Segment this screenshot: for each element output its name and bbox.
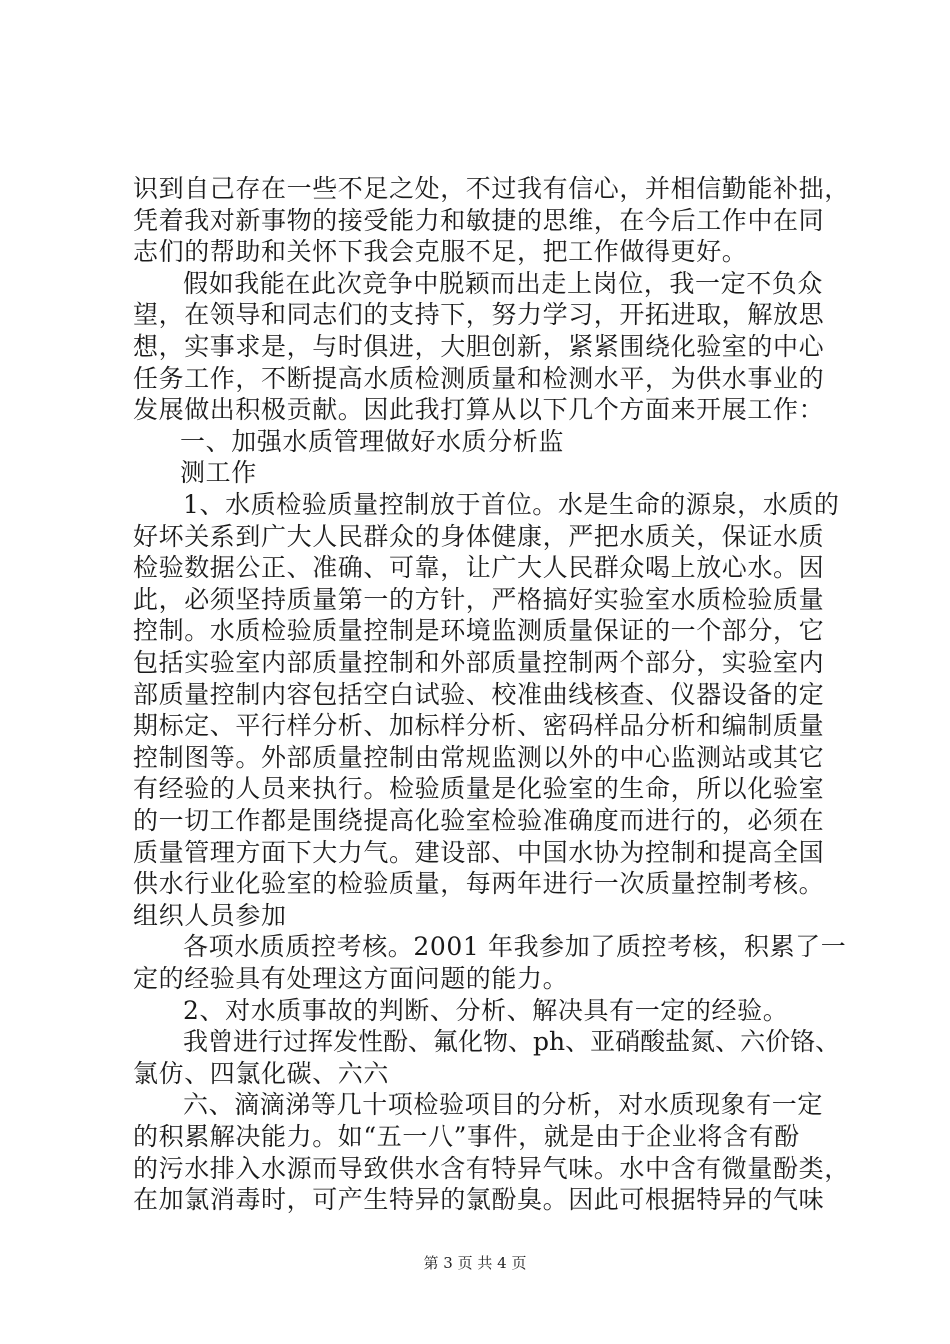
text-line: 的污水排入水源而导致供水含有特异气味。水中含有微量酚类， [133,1154,850,1183]
text-line: 控制。水质检验质量控制是环境监测质量保证的一个部分，它 [133,616,825,645]
text-line: 氯仿、四氯化碳、六六 [133,1059,390,1088]
text-line: 此，必须坚持质量第一的方针，严格搞好实验室水质检验质量 [133,585,825,614]
section-heading: 测工作 [180,458,257,487]
text-line: 的积累解决能力。如“五一八”事件，就是由于企业将含有酚 [133,1122,800,1151]
text-line: 的一切工作都是围绕提高化验室检验准确度而进行的，必须在 [133,806,825,835]
text-line: 识到自己存在一些不足之处，不过我有信心，并相信勤能补拙， [133,174,850,203]
text-line: 我曾进行过挥发性酚、氟化物、ph、亚硝酸盐氮、六价铬、 [183,1027,841,1056]
text-line: 期标定、平行样分析、加标样分析、密码样品分析和编制质量 [133,711,825,740]
text-line: 供水行业化验室的检验质量，每两年进行一次质量控制考核。 [133,869,825,898]
text-line: 部质量控制内容包括空白试验、校准曲线核查、仪器设备的定 [133,680,825,709]
text-line: 望，在领导和同志们的支持下，努力学习，开拓进取，解放思 [133,300,825,329]
text-line: 2、对水质事故的判断、分析、解决具有一定的经验。 [183,996,789,1025]
text-line: 组织人员参加 [133,901,287,930]
text-line: 任务工作，不断提高水质检测质量和检测水平，为供水事业的 [133,364,825,393]
text-line: 想，实事求是，与时俱进，大胆创新，紧紧围绕化验室的中心 [133,332,825,361]
text-line: 各项水质质控考核。2001 年我参加了质控考核，积累了一 [183,932,847,961]
text-line: 好坏关系到广大人民群众的身体健康，严把水质关，保证水质 [133,522,825,551]
text-line: 定的经验具有处理这方面问题的能力。 [133,964,569,993]
text-line: 质量管理方面下大力气。建设部、中国水协为控制和提高全国 [133,838,825,867]
text-line: 1、水质检验质量控制放于首位。水是生命的源泉，水质的 [183,490,840,519]
text-line: 假如我能在此次竞争中脱颖而出走上岗位，我一定不负众 [183,269,824,298]
page-footer: 第 3 页 共 4 页 [423,1254,527,1272]
text-line: 控制图等。外部质量控制由常规监测以外的中心监测站或其它 [133,743,825,772]
text-line: 六、滴滴涕等几十项检验项目的分析，对水质现象有一定 [183,1090,824,1119]
text-line: 志们的帮助和关怀下我会克服不足，把工作做得更好。 [133,237,748,266]
text-line: 在加氯消毒时，可产生特异的氯酚臭。因此可根据特异的气味 [133,1185,825,1214]
text-line: 有经验的人员来执行。检验质量是化验室的生命，所以化验室 [133,774,825,803]
text-line: 发展做出积极贡献。因此我打算从以下几个方面来开展工作： [133,395,825,424]
text-line: 包括实验室内部质量控制和外部质量控制两个部分，实验室内 [133,648,825,677]
text-line: 检验数据公正、准确、可靠，让广大人民群众喝上放心水。因 [133,553,825,582]
text-line: 凭着我对新事物的接受能力和敏捷的思维，在今后工作中在同 [133,206,825,235]
section-heading: 一、加强水质管理做好水质分析监 [180,427,565,456]
